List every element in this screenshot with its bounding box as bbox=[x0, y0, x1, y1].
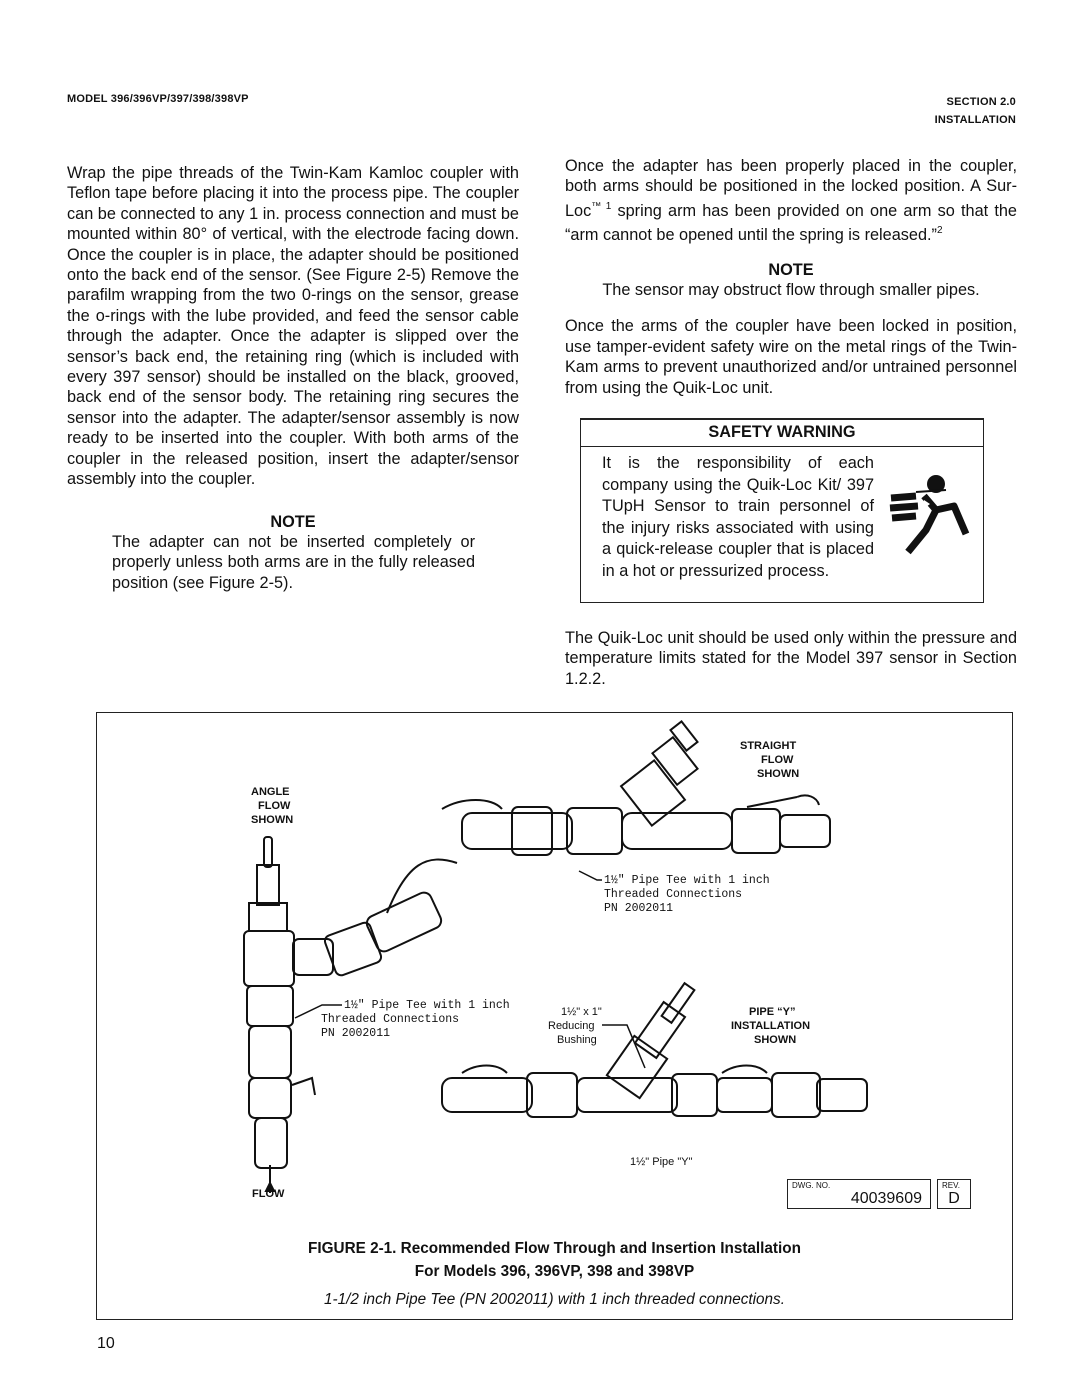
right-column bbox=[565, 156, 1017, 398]
tee-label-2-line3: PN 2002011 bbox=[321, 1027, 391, 1040]
limits-paragraph: The Quik-Loc unit should be used only within the pressure and temperature limits stated for the Model 397 sensor in Section 1.2.2. bbox=[565, 629, 1017, 688]
tee-label-1-line2: Threaded Connections bbox=[604, 888, 743, 901]
angle-label-line2: FLOW bbox=[258, 800, 291, 812]
divider bbox=[580, 446, 984, 447]
bushing-label-line1: 1½" x 1" bbox=[561, 1006, 602, 1018]
drawing-number-label: DWG. NO. bbox=[792, 1181, 831, 1190]
flow-label: FLOW bbox=[252, 1188, 285, 1200]
left-column bbox=[67, 163, 519, 593]
drawing-number-box bbox=[787, 1179, 931, 1209]
adapter-paragraph bbox=[565, 156, 1017, 246]
angle-label-line1: ANGLE bbox=[251, 786, 290, 798]
tamper-paragraph: Once the arms of the coupler have been locked in position, use tamper-evident safety wire on the metal rings of the Twin-Kam arms to prevent unauthorized and/or untrained personnel from using the Quik-Loc unit. bbox=[565, 317, 1017, 397]
running-header-section bbox=[935, 93, 1016, 129]
revision-label: REV. bbox=[942, 1181, 960, 1190]
angle-label-line3: SHOWN bbox=[251, 814, 294, 826]
running-header-model: MODEL 396/396VP/397/398/398VP bbox=[67, 93, 249, 105]
straight-label-line1: STRAIGHT bbox=[740, 740, 797, 752]
pipe-y-label-line2: INSTALLATION bbox=[731, 1020, 811, 1032]
figure-caption-note: 1-1/2 inch Pipe Tee (PN 2002011) with 1 inch threaded connections. bbox=[324, 1291, 785, 1308]
limits-paragraph-wrap bbox=[565, 628, 1017, 689]
pipe-y-label-line1: PIPE “Y” bbox=[749, 1006, 796, 1018]
installation-paragraph: Wrap the pipe threads of the Twin-Kam Kamloc coupler with Teflon tape before placing it into the process pipe. The coupler can be connected to any 1 in. process connection and must be mounted within 80° of vertical, with the electrode facing down. Once the coupler is in place, the adapter should be positioned onto the back end of the sensor. (See Figure 2-5) Remove the parafilm wrapping from the two 0-rings on the sensor, grease the o-rings with the lube provided, and feed the sensor cable through the adapter. Once the adapter is slipped over the sensor’s back end, the retaining ring (which is included with every 397 sensor) should be installed on the black, grooved, back end of the sensor body. The retaining ring secures the sensor into the adapter. The adapter/sensor assembly is now ready to be inserted into the coupler. With both arms of the coupler in the released position, insert the adapter/sensor assembly into the coupler. bbox=[67, 164, 519, 489]
figure-caption-models: For Models 396, 396VP, 398 and 398VP bbox=[414, 1263, 695, 1280]
reference-mark: 2 bbox=[936, 225, 943, 237]
note-heading: NOTE bbox=[270, 512, 316, 531]
adapter-text-b: spring arm has been provided on one arm so that the “arm cannot be opened until the spring is released.” bbox=[565, 201, 1017, 245]
note-heading: NOTE bbox=[768, 260, 814, 279]
tee-label-2-line1: 1½" Pipe Tee with 1 inch bbox=[344, 999, 510, 1012]
straight-label-line2: FLOW bbox=[761, 754, 794, 766]
note-text: The adapter can not be inserted completely or properly unless both arms are in the fully released position (see Figure 2-5). bbox=[112, 532, 475, 592]
tee-label-1-line1: 1½" Pipe Tee with 1 inch bbox=[604, 874, 770, 887]
section-title: INSTALLATION bbox=[934, 114, 1016, 126]
figure-box bbox=[96, 712, 1013, 1320]
safety-warning-title: SAFETY WARNING bbox=[708, 423, 856, 441]
pressure-hazard-icon bbox=[886, 470, 976, 560]
tee-label-1-line3: PN 2002011 bbox=[604, 902, 674, 915]
trademark-mark: ™ 1 bbox=[591, 200, 612, 212]
figure-caption-title: FIGURE 2-1. Recommended Flow Through and Insertion Installation bbox=[308, 1240, 801, 1257]
bushing-label-line2: Reducing bbox=[548, 1020, 595, 1032]
installation-drawing bbox=[97, 713, 1014, 1321]
tee-label-2-line2: Threaded Connections bbox=[321, 1013, 460, 1026]
note-text: The sensor may obstruct flow through smaller pipes. bbox=[602, 281, 980, 300]
safety-warning-text: It is the responsibility of each company using the Quik-Loc Kit/ 397 TUpH Sensor to train personnel of the injury risks associated with using a quick-release coupler that is placed in a hot or pressurized process. bbox=[602, 454, 874, 580]
safety-warning-box bbox=[580, 418, 984, 603]
bushing-label-line3: Bushing bbox=[557, 1034, 597, 1046]
pipe-y-bottom-label: 1½" Pipe "Y" bbox=[630, 1156, 693, 1168]
drawing-number: 40039609 bbox=[850, 1190, 922, 1207]
straight-label-line3: SHOWN bbox=[757, 768, 800, 780]
revision-box bbox=[937, 1179, 971, 1209]
adapter-text-a: Once the adapter has been properly placed in the coupler, both arms should be positioned in the locked position. A Sur-Loc bbox=[565, 157, 1017, 220]
pipe-y-label-line3: SHOWN bbox=[754, 1034, 797, 1046]
section-number: SECTION 2.0 bbox=[946, 96, 1016, 108]
page-number: 10 bbox=[97, 1335, 115, 1352]
revision-value: D bbox=[948, 1190, 960, 1207]
